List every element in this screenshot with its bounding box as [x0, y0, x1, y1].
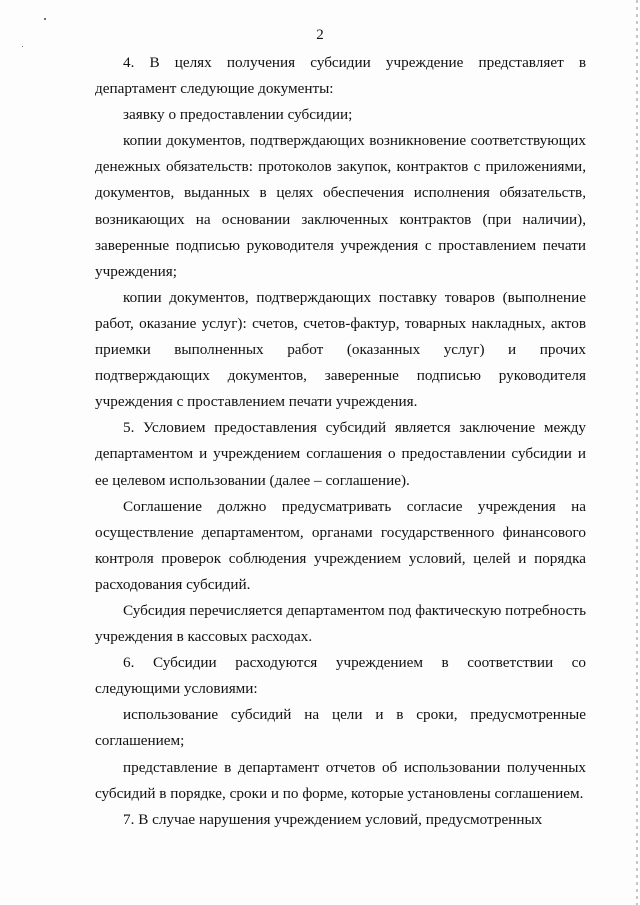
scan-speck — [44, 18, 46, 20]
page-number: 2 — [316, 27, 324, 43]
paragraph-delivery-docs: копии документов, подтверждающих поставку товаров (выполнение работ, оказание услуг): счетов, счетов-фактур, товарных накладных, актов приемки выполненных работ (оказанных услуг) и прочих подтверждающих документов, заверенные подписью руководителя учреждения с проставлением печати учреждения. — [95, 288, 586, 411]
scan-edge — [636, 0, 638, 905]
paragraph-agreement-consent: Соглашение должно предусматривать согласие учреждения на осуществление департаментом, органами государственного финансового контроля проверок соблюдения учреждением условий, целей и порядка расходования субсидий. — [95, 497, 586, 593]
paragraph-reports: представление в департамент отчетов об использовании полученных субсидий в порядке, сроки и по форме, которые установлены соглашением. — [95, 758, 586, 802]
paragraph-usage: использование субсидий на цели и в сроки, предусмотренные соглашением; — [95, 706, 586, 750]
paragraph-clause-5: 5. Условием предоставления субсидий является заключение между департаментом и учреждением соглашения о предоставлении субсидии и ее целевом использовании (далее – соглашение). — [95, 419, 586, 489]
document-body — [95, 50, 586, 833]
paragraph-transfer: Субсидия перечисляется департаментом под фактическую потребность учреждения в кассовых расходах. — [95, 601, 586, 646]
paragraph-clause-4: 4. В целях получения субсидии учреждение представляет в департамент следующие документы: — [95, 54, 586, 98]
paragraph-obligation-docs: копии документов, подтверждающих возникновение соответствующих денежных обязательств: протоколов закупок, контрактов с приложениями, документов, выданных в целях обеспечения исполнения обязательств, возникающих на основании заключенных контрактов (при наличии), заверенные подписью руководителя учреждения с проставлением печати учреждения; — [95, 132, 586, 280]
paragraph-clause-6: 6. Субсидии расходуются учреждением в соответствии со следующими условиями: — [95, 654, 586, 698]
scan-speck — [22, 46, 23, 47]
paragraph-application: заявку о предоставлении субсидии; — [123, 106, 353, 124]
paragraph-clause-7: 7. В случае нарушения учреждением условий, предусмотренных — [123, 810, 543, 828]
